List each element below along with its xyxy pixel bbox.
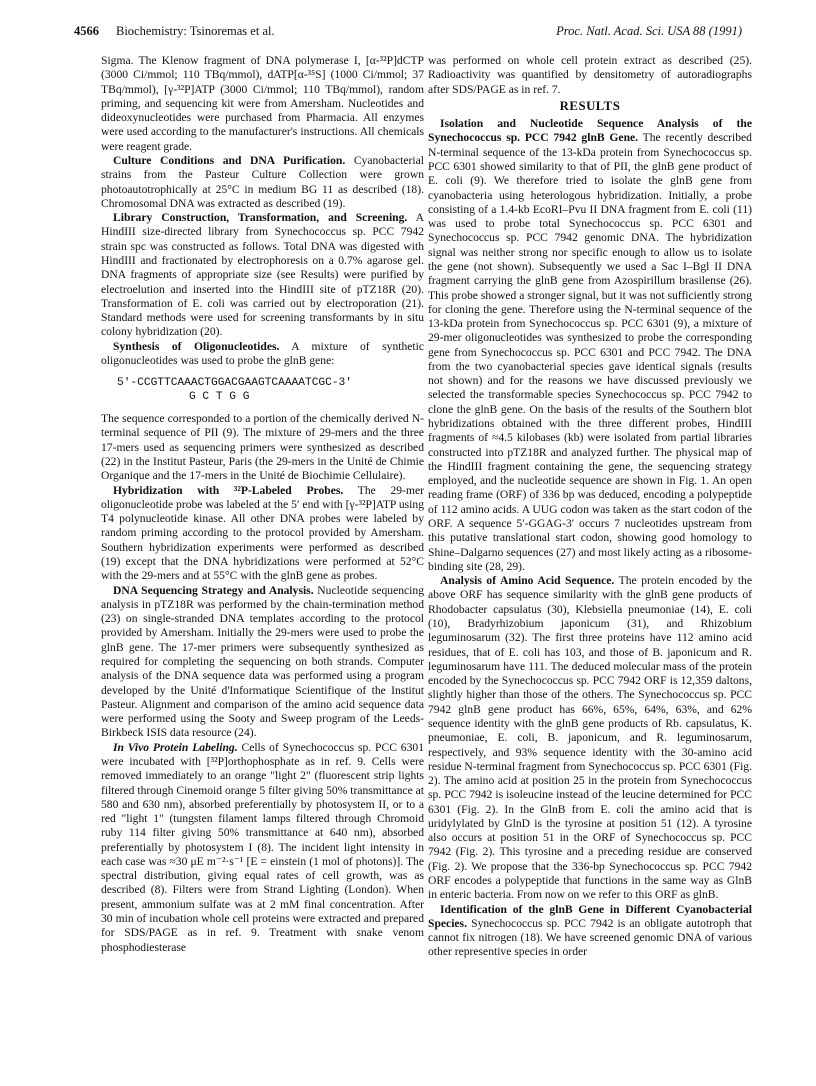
paragraph-library bbox=[101, 211, 424, 340]
section-heading: DNA Sequencing Strategy and Analysis. bbox=[113, 583, 314, 597]
paragraph-oligos bbox=[101, 340, 424, 369]
paragraph-text: The recently described N-terminal sequence of the 13-kDa protein from Synechococcus sp. PCC 6301 showed similarity to that of PII, the glnB gene product of E. coli (9). We therefore tried to isolate the glnB gene from cyanobacteria using heterologous hybridization. Initially, a probe consisting of a 1.4-kb EcoRI–Pvu II DNA fragment from E. coli (11) was used to probe total Synechococcus sp. PCC 6301 and Synechococcus sp. PCC 7942 genomic DNA. The hybridization signal was neither strong nor specific enough to allow us to isolate the gene (not shown). Subsequently we used a Sac I–Bgl II DNA fragment carrying the glnB gene from Azospirillum brasilense (26). This probe showed a stronger signal, but it was not sufficiently strong for cloning the gene. Therefore using the N-terminal sequence of the 13-kDa protein from Synechococcus sp. PCC 6301 (9), a mixture of 29-mer oligonucleotides was synthesized to probe the corresponding gene from Synechococcus sp. PCC 6301 and PCC 7942. The DNA from the two cyanobacterial species gave identical signals (results not shown) and for the reasons we have discussed previously we selected the transformable species Synechococcus sp. PCC 7942 to clone the glnB gene. On the basis of the results of the Southern blot hybridizations obtained with the three different probes, HindIII fragments of ≈4.5 kilobases (kb) were isolated from partial libraries constructed into pTZ18R and analyzed further. The physical map of the HindIII fragment containing the gene, the sequencing strategy employed, and the nucleotide sequence are shown in Fig. 1. An open reading frame (ORF) of 336 bp was deduced, encoding a polypeptide of 112 amino acids. A UUG codon was taken as the start codon of the ORF. A sequence 5′-GGAG-3′ occurs 7 nucleotides upstream from this putative translational start codon, showing good homology to Shine–Dalgarno sequences (27) and most likely acting as a ribosome-binding site (28, 29). bbox=[428, 131, 752, 573]
paragraph-culture bbox=[101, 154, 424, 211]
sequence-line-1: 5′-CCGTTCAAACTGGACGAAGTCAAAATCGC-3′ bbox=[117, 377, 352, 390]
paragraph-sequence-note: The sequence corresponded to a portion of the chemically derived N-terminal sequence of PII (9). The mixture of 29-mers and the three 17-mers used as sequencing primers were synthesized as described (22) in the Institut Pasteur, Paris (the 29-mers in the Unité de Chimie Organique and the 17-mers in the Unité de Biochimie Cellulaire). bbox=[101, 412, 424, 483]
sequence-line-2: G C T G G bbox=[189, 391, 250, 404]
paragraph-text: Cyanobacterial strains from the Pasteur Culture Collection were grown photoautotrophically at 25°C in medium BG 11 as described (18). Chromosomal DNA was extracted as described (19). bbox=[101, 153, 424, 210]
paragraph-sequencing bbox=[101, 584, 424, 741]
paragraph-materials: Sigma. The Klenow fragment of DNA polymerase I, [α-³²P]dCTP (3000 Ci/mmol; 110 TBq/mmol), dATP[α-³⁵S] (1000 Ci/mmol; 37 TBq/mmol), [γ-³²P]ATP (3000 Ci/mmol; 110 TBq/mmol), random priming, and sequencing kit were from Amersham. Nucleotides and dideoxynucleotides were purchased from Pharmacia. All enzymes were used according to the manufacturer's instructions. All chemicals were reagent grade. bbox=[101, 54, 424, 153]
section-heading: Synthesis of Oligonucleotides. bbox=[113, 339, 280, 353]
section-heading: Identification of the glnB Gene in Different Cyanobacterial Species. bbox=[428, 902, 752, 930]
section-heading: Analysis of Amino Acid Sequence. bbox=[440, 574, 615, 588]
paragraph-continued: was performed on whole cell protein extract as described (25). Radioactivity was quantified by densitometry of autoradiographs after SDS/PAGE as in ref. 7. bbox=[428, 54, 752, 96]
running-title: Biochemistry: Tsinoremas et al. bbox=[116, 24, 275, 38]
left-column bbox=[101, 54, 424, 955]
right-column bbox=[428, 54, 752, 960]
section-heading: Library Construction, Transformation, and Screening. bbox=[113, 211, 408, 225]
page-number: 4566 bbox=[74, 24, 99, 38]
section-heading: In Vivo Protein Labeling. bbox=[113, 740, 238, 754]
section-heading: Culture Conditions and DNA Purification. bbox=[113, 153, 346, 167]
paragraph-text: The 29-mer oligonucleotide probe was labeled at the 5′ end with [γ-³²P]ATP using T4 polynucleotide kinase. All other DNA probes were labeled by random priming according to the protocol provided by Amersham. Southern hybridization experiments were performed as described (19) except that the DNA hybridizations were performed at 52°C with the 29-mers and at 55°C with the glnB gene as probes. bbox=[101, 483, 424, 583]
page-header bbox=[74, 24, 742, 44]
paragraph-text: Cells of Synechococcus sp. PCC 6301 were incubated with [³²P]orthophosphate as in ref. 9. Cells were removed immediately to an orange "light 2" (fluorescent strip lights filtered through Cinemoid orange 5 filter giving 50% transmittance at 580 and 630 nm), absorbed preferentially by photosystem II, or to a red "light 1" (tungsten filament lamps filtered through Chromoid ruby 114 filter giving 50% transmittance at 640 nm), absorbed preferentially by photosystem I (8). The incident light intensity in each case was ≈30 μE m⁻²·s⁻¹ [E = einstein (1 mol of photons)]. The spectral distribution, giving equal rates of cell growth, was as described (8). Filters were from Strand Lighting (London). When present, ammonium sulfate was at 2 mM final concentration. After 30 min of incubation whole cell proteins were extracted and prepared for SDS/PAGE as in ref. 9. Treatment with snake venom phosphodiesterase bbox=[101, 740, 424, 954]
paragraph-text: A mixture of synthetic oligonucleotides was used to probe the glnB gene: bbox=[101, 339, 424, 367]
paragraph-text: Synechococcus sp. PCC 7942 is an obligate autotroph that cannot fix nitrogen (18). We have screened genomic DNA of various other representive species in order bbox=[428, 916, 752, 959]
paragraph-amino-acid bbox=[428, 574, 752, 902]
paragraph-identification bbox=[428, 903, 752, 960]
journal-citation: Proc. Natl. Acad. Sci. USA 88 (1991) bbox=[556, 24, 742, 38]
paragraph-text: Nucleotide sequencing analysis in pTZ18R was performed by the chain-termination method (23) on single-stranded DNA templates according to the protocol provided by Amersham. Initially the 29-mers were used to probe the glnB gene. The 17-mer primers were subsequently synthesized as required for completing the sequencing on both strands. Computer analysis of the DNA sequence data was performed using a program developed by the Unité d'Informatique Scientifique of the Institut Pasteur. Alignment and comparison of the amino acid sequence data were performed using the Sooty and Sweep program of the Leeds-Birkbeck ISIS data resource (24). bbox=[101, 583, 424, 740]
paragraph-isolation bbox=[428, 117, 752, 574]
paragraph-text: A HindIII size-directed library from Synechococcus sp. PCC 7942 strain spc was constructed as follows. Total DNA was digested with HindIII and fractionated by electrophoresis on a 0.7% agarose gel. DNA fragments of appropriate size (see Results) were purified by electroelution and inserted into the HindIII site of pTZ18R (20). Transformation of E. coli was carried out by electroporation (21). Standard methods were used for screening transformants by in situ colony hybridization (20). bbox=[101, 211, 424, 339]
paragraph-labeling bbox=[101, 741, 424, 955]
results-heading: RESULTS bbox=[559, 98, 621, 113]
paragraph-hybridization bbox=[101, 484, 424, 584]
section-heading: Isolation and Nucleotide Sequence Analysis of the Synechococcus sp. PCC 7942 glnB Gene. bbox=[428, 117, 752, 145]
oligonucleotide-sequence bbox=[101, 376, 424, 404]
paragraph-text: The protein encoded by the above ORF has sequence similarity with the glnB gene products of Rhodobacter capsulatus (30), Klebsiella pneumoniae (14), E. coli (10), Bradyrhizobium japonicum (31), and Rhizobium leguminosarum (32). The first three proteins have 112 amino acid residues, that of E. coli has 103, and those of B. japonicum and R. leguminosarum have 111. The deduced molecular mass of the protein encoded by the Synechococcus sp. PCC 7942 ORF is 12,359 daltons, slightly higher than those of the others. The Synechococcus sp. PCC 7942 glnB gene product has 66%, 65%, 64%, 63%, and 62% sequence identity with the glnB gene products of Rb. capsulatus, K. pneumoniae, E. coli, B. japonicum, and R. leguminosarum, respectively, and 93% sequence identity with the 30-amino acid residue N-terminal fragment from Synechococcus sp. PCC 6301 (Fig. 2). The amino acid at position 25 in the protein from Synechococcus sp. PCC 7942 is isoleucine instead of the leucine determined for PCC 6301 (Fig. 2). In the GlnB from E. coli the amino acid that is uridylylated by GlnD is the tyrosine at position 51 (12). A tyrosine also occurs at position 51 in the ORF of Synechococcus sp. PCC 7942 (Fig. 2). This tyrosine and a preceding residue are conserved (Fig. 2). We propose that the 336-bp Synechococcus sp. PCC 7942 ORF encodes a polypeptide that functions in the same way as GlnB in enteric bacteria. From now on we refer to this ORF as glnB. bbox=[428, 574, 752, 902]
section-heading: Hybridization with ³²P-Labeled Probes. bbox=[113, 483, 344, 497]
